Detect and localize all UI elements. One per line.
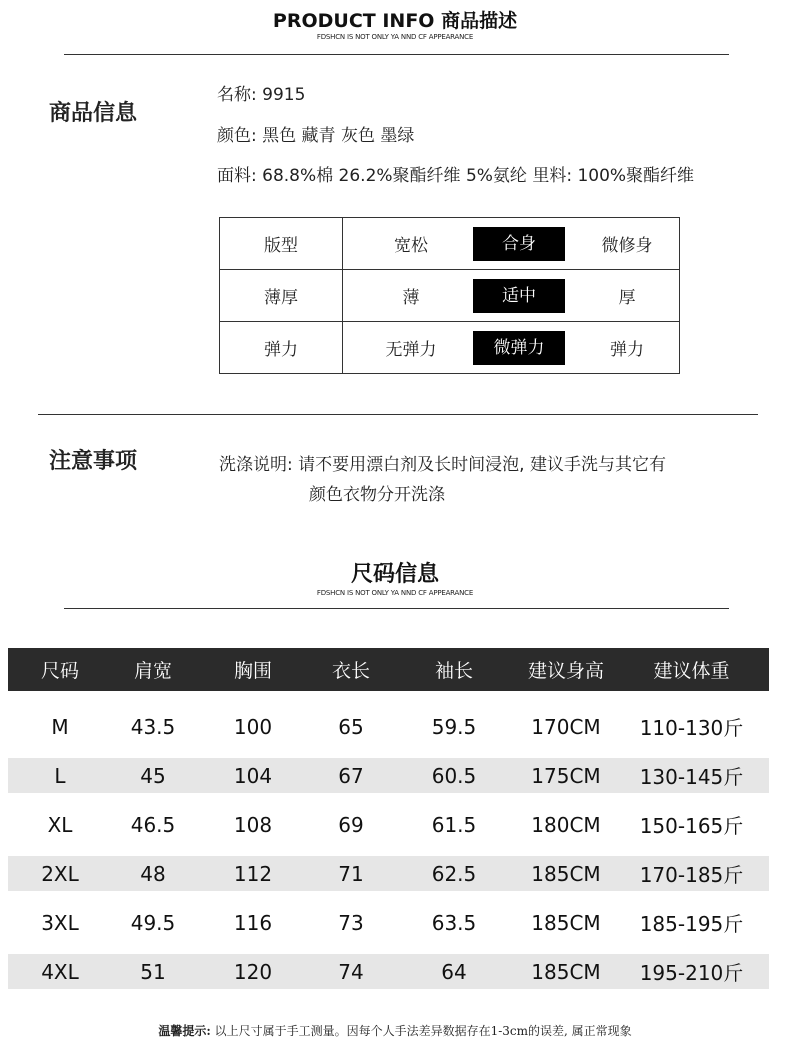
size-info-title: 尺码信息 — [350, 562, 439, 587]
table-cell: XL — [47, 812, 73, 837]
attribute-row-thickness — [220, 270, 680, 322]
size-info-subtitle: FDSHCN IS NOT ONLY YA NND CF APPEARANCE — [316, 589, 474, 597]
column-header: 胸围 — [233, 660, 272, 682]
attribute-option: 弹力 — [610, 340, 644, 360]
table-cell: 43.5 — [130, 714, 176, 739]
attribute-option: 薄 — [402, 288, 420, 308]
table-row — [8, 709, 769, 744]
product-fabric: 面料: 68.8%棉 26.2%聚酯纤维 5%氨纶 里料: 100%聚酯纤维 — [217, 166, 695, 186]
table-cell: 112 — [233, 861, 273, 886]
table-cell: 51 — [140, 959, 166, 984]
product-info-subtitle: FDSHCN IS NOT ONLY YA NND CF APPEARANCE — [316, 33, 474, 41]
attribute-option-selected: 微弹力 — [473, 331, 565, 365]
table-cell: 65 — [338, 714, 364, 739]
column-header: 建议体重 — [653, 660, 730, 682]
attribute-option-selected: 适中 — [473, 279, 565, 313]
washing-instructions-line1: 洗涤说明: 请不要用漂白剂及长时间浸泡, 建议手洗与其它有 — [219, 455, 666, 475]
table-cell: 185CM — [531, 910, 601, 935]
table-cell: 185CM — [531, 959, 601, 984]
table-cell: M — [51, 714, 69, 739]
table-cell: 4XL — [41, 959, 79, 984]
attribute-option-selected: 合身 — [473, 227, 565, 261]
table-cell: 48 — [140, 861, 166, 886]
table-cell: 61.5 — [431, 812, 477, 837]
table-cell: 69 — [338, 812, 364, 837]
table-row — [8, 758, 769, 793]
table-cell: 170-185斤 — [639, 863, 744, 887]
table-cell: 170CM — [531, 714, 601, 739]
notes-section-title: 注意事项 — [49, 449, 138, 474]
attribute-option: 厚 — [618, 288, 636, 308]
washing-instructions-line2: 颜色衣物分开洗涤 — [309, 485, 445, 505]
table-cell: 100 — [233, 714, 273, 739]
table-cell: 104 — [233, 763, 273, 788]
attribute-label: 薄厚 — [220, 270, 343, 322]
table-cell: 63.5 — [431, 910, 477, 935]
table-cell: 71 — [338, 861, 364, 886]
table-cell: 120 — [233, 959, 273, 984]
table-row — [8, 905, 769, 940]
table-cell: 116 — [233, 910, 273, 935]
table-cell: 60.5 — [431, 763, 477, 788]
table-cell: 185-195斤 — [639, 912, 744, 936]
tip-label: 温馨提示: — [158, 1024, 211, 1038]
table-cell: 108 — [233, 812, 273, 837]
section-divider — [38, 414, 758, 415]
product-info-section-title: 商品信息 — [49, 101, 138, 126]
table-cell: 185CM — [531, 861, 601, 886]
header-divider — [64, 54, 729, 55]
attribute-option: 无弹力 — [385, 340, 437, 360]
size-table-header — [8, 648, 769, 691]
attribute-row-fit — [220, 218, 680, 270]
table-cell: 45 — [140, 763, 166, 788]
table-row — [8, 807, 769, 842]
column-header: 建议身高 — [527, 660, 604, 682]
column-header: 衣长 — [331, 660, 370, 682]
table-cell: L — [54, 763, 66, 788]
table-row — [8, 954, 769, 989]
attribute-option: 微修身 — [601, 236, 653, 256]
product-colors: 颜色: 黑色 藏青 灰色 墨绿 — [217, 126, 415, 146]
table-cell: 195-210斤 — [639, 961, 744, 985]
table-cell: 130-145斤 — [639, 765, 744, 789]
table-cell: 62.5 — [431, 861, 477, 886]
table-cell: 64 — [441, 959, 467, 984]
attribute-row-elasticity — [220, 322, 680, 374]
table-cell: 110-130斤 — [639, 716, 744, 740]
table-cell: 3XL — [41, 910, 79, 935]
measurement-tip — [0, 1022, 790, 1039]
table-cell: 175CM — [531, 763, 601, 788]
table-cell: 49.5 — [130, 910, 176, 935]
table-cell: 2XL — [41, 861, 79, 886]
column-header: 袖长 — [434, 660, 473, 682]
table-cell: 59.5 — [431, 714, 477, 739]
column-header: 肩宽 — [133, 660, 172, 682]
attribute-table — [219, 217, 680, 374]
tip-text: 以上尺寸属于手工测量。因每个人手法差异数据存在1-3cm的误差, 属正常现象 — [214, 1024, 632, 1038]
product-info-title: PRODUCT INFO 商品描述 — [272, 10, 518, 32]
table-cell: 180CM — [531, 812, 601, 837]
table-cell: 67 — [338, 763, 364, 788]
table-cell: 150-165斤 — [639, 814, 744, 838]
attribute-option: 宽松 — [394, 236, 428, 256]
table-cell: 73 — [338, 910, 364, 935]
header-divider — [64, 608, 729, 609]
attribute-label: 版型 — [220, 218, 343, 270]
table-cell: 46.5 — [130, 812, 176, 837]
product-name: 名称: 9915 — [217, 85, 306, 105]
column-header: 尺码 — [40, 660, 79, 682]
table-cell: 74 — [338, 959, 364, 984]
attribute-label: 弹力 — [220, 322, 343, 374]
table-row — [8, 856, 769, 891]
